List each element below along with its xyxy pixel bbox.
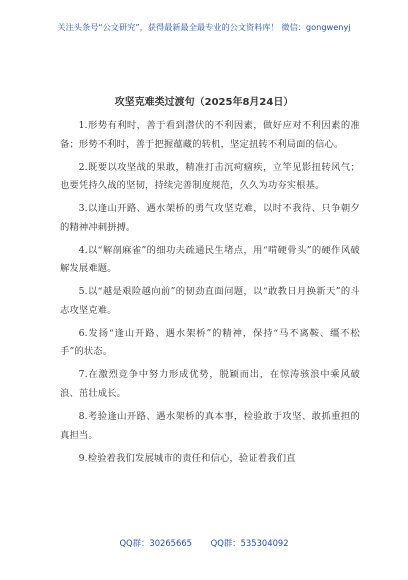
header-banner: 关注头条号“公文研究”，获得最新最全最专业的公文资料库！ 微信：gongwenyj (57, 22, 351, 32)
paragraph-2: 2.既要以攻坚战的果敢，精准打击沉疴痼疾，立竿见影扭转风气；也要凭持久战的坚韧，持续完善制度规范，久久为功夯实根基。 (60, 161, 360, 192)
footer-qq-group-1: QQ群：30265665 (119, 538, 192, 548)
paragraph-6: 6.发扬“逢山开路、遇水架桥”的精神，保持“马不离鞍、缰不松手”的状态。 (60, 327, 360, 358)
paragraph-8: 8.考验逢山开路、遇水架桥的真本事，检验敢于攻坚、敢抓重担的真担当。 (60, 411, 360, 441)
document-body (60, 117, 360, 473)
paragraph-4: 4.以“解剖麻雀”的细功夫疏通民生堵点，用“啃硬骨头”的硬作风破解发展难题。 (60, 244, 360, 275)
paragraph-3: 3.以逢山开路、遇水架桥的勇气攻坚克难，以时不我待、只争朝夕的精神冲刺拼搏。 (60, 203, 360, 233)
paragraph-1: 1.形势有利时，善于看到潜伏的不利因素，做好应对不利因素的准备；形势不利时，善于把握蕴藏的转机，坚定扭转不利局面的信心。 (60, 120, 360, 150)
footer-qq-group-2: QQ群：535304092 (210, 538, 289, 548)
paragraph-9: 9.检验着我们发展城市的责任和信心，验证着我们直 (78, 452, 296, 464)
paragraph-7: 7.在激烈竞争中努力形成优势，脱颖而出，在惊涛骇浪中乘风破浪、茁壮成长。 (60, 369, 360, 400)
document-title: 攻坚克难类过渡句（2025年8月24日） (114, 97, 294, 108)
footer (0, 537, 408, 549)
paragraph-5: 5.以“越是艰险越向前”的韧劲直面问题，以“敢教日月换新天”的斗志攻坚克难。 (60, 286, 360, 316)
